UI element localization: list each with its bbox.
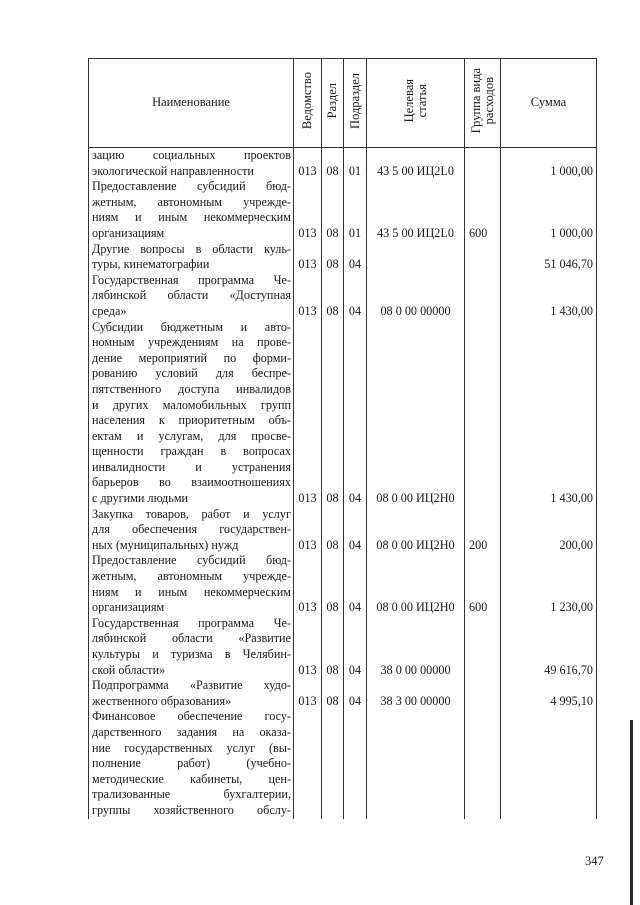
header-name: Наименование (89, 59, 294, 148)
row-name-line: инвалидности и устранения (92, 459, 291, 474)
row-celevaya: 08 0 00 ИЦ2Н0 (367, 553, 465, 615)
table-header-row (89, 59, 597, 148)
row-name-line: ниям и иным некоммерческим (92, 584, 291, 599)
row-name-line: полнение работ) (учебно- (92, 756, 291, 771)
row-summa: 1 000,00 (501, 148, 597, 180)
row-podrazdel: 04 (344, 273, 367, 320)
table-row (89, 320, 597, 507)
row-gruppa (465, 616, 501, 678)
row-name-line: с другими людьми (92, 491, 189, 506)
row-razdel (322, 709, 344, 818)
row-name-line: щенности граждан в вопросах (92, 444, 291, 459)
header-celevaya-label: Целевая статья (401, 79, 429, 123)
row-gruppa (465, 148, 501, 180)
table-row (89, 242, 597, 273)
row-summa: 51 046,70 (501, 242, 597, 273)
header-vedomstvo-label: Ведомство (300, 72, 314, 130)
row-gruppa (465, 709, 501, 818)
table-row (89, 678, 597, 709)
table-row (89, 553, 597, 615)
row-name-line: ской области» (92, 662, 166, 677)
header-vedomstvo (294, 59, 322, 148)
row-podrazdel: 01 (344, 148, 367, 180)
row-podrazdel: 04 (344, 507, 367, 554)
row-gruppa: 600 (465, 553, 501, 615)
row-razdel: 08 (322, 242, 344, 273)
row-vedomstvo: 013 (294, 179, 322, 241)
row-summa: 1 430,00 (501, 320, 597, 507)
row-name-line: барьеров во взаимоотношениях (92, 475, 291, 490)
row-name (89, 273, 294, 320)
table-row (89, 507, 597, 554)
row-razdel: 08 (322, 148, 344, 180)
row-celevaya (367, 242, 465, 273)
header-podrazdel-label: Подраздел (347, 72, 362, 129)
row-name-line: и других маломобильных групп (92, 397, 291, 412)
row-name-line: ных (муниципальных) нужд (92, 537, 239, 552)
row-vedomstvo: 013 (294, 148, 322, 180)
table-row (89, 148, 597, 180)
row-gruppa (465, 678, 501, 709)
row-gruppa: 200 (465, 507, 501, 554)
row-summa: 200,00 (501, 507, 597, 554)
header-podrazdel (344, 59, 367, 148)
row-name-line: населения к приоритетным объ- (92, 413, 291, 428)
row-name-line: пятственного доступа инвалидов (92, 381, 291, 396)
row-podrazdel: 04 (344, 678, 367, 709)
header-razdel-label: Раздел (325, 83, 339, 119)
row-name-line: группы хозяйственного обслу- (92, 802, 291, 817)
row-name-line: дение мероприятий по форми- (92, 350, 291, 365)
header-gruppa (465, 59, 501, 148)
row-name-line: Государственная программа Че- (92, 615, 291, 630)
row-name-line: лябинской области «Доступная (92, 288, 291, 303)
row-summa: 1 430,00 (501, 273, 597, 320)
row-celevaya: 38 3 00 00000 (367, 678, 465, 709)
header-razdel (322, 59, 344, 148)
row-summa: 1 000,00 (501, 179, 597, 241)
row-celevaya: 08 0 00 ИЦ2Н0 (367, 320, 465, 507)
row-name-line: Субсидии бюджетным и авто- (92, 319, 291, 334)
row-name-line: Закупка товаров, работ и услуг (92, 506, 291, 521)
table-row (89, 273, 597, 320)
row-name-line: организациям (92, 600, 165, 615)
header-gruppa-label: Группа вида расходов (468, 68, 496, 134)
row-name-line: Финансовое обеспечение госу- (92, 709, 291, 724)
table-row (89, 709, 597, 818)
row-name-line: Предоставление субсидий бюд- (92, 553, 291, 568)
row-podrazdel: 04 (344, 616, 367, 678)
row-name (89, 678, 294, 709)
row-name-line: туры, кинематографии (92, 257, 210, 272)
row-podrazdel: 04 (344, 320, 367, 507)
row-summa: 1 230,00 (501, 553, 597, 615)
row-gruppa (465, 273, 501, 320)
row-name-line: организациям (92, 225, 165, 240)
row-name-line: ектам и услугам, для просве- (92, 428, 291, 443)
row-name-line: Государственная программа Че- (92, 272, 291, 287)
row-name (89, 242, 294, 273)
row-name-line: методические кабинеты, цен- (92, 771, 291, 786)
row-name-line: среда» (92, 303, 127, 318)
row-name (89, 320, 294, 507)
row-razdel: 08 (322, 507, 344, 554)
row-vedomstvo: 013 (294, 553, 322, 615)
row-vedomstvo (294, 709, 322, 818)
header-summa: Сумма (501, 59, 597, 148)
row-vedomstvo: 013 (294, 678, 322, 709)
row-name-line: дарственного задания на оказа- (92, 724, 291, 739)
row-name-line: экологической направленности (92, 163, 254, 178)
row-name (89, 553, 294, 615)
row-name (89, 709, 294, 818)
row-celevaya: 43 5 00 ИЦ2L0 (367, 148, 465, 180)
row-name-line: лябинской области «Развитие (92, 631, 291, 646)
row-celevaya: 38 0 00 00000 (367, 616, 465, 678)
row-name-line: Другие вопросы в области куль- (92, 241, 291, 256)
row-celevaya: 43 5 00 ИЦ2L0 (367, 179, 465, 241)
row-vedomstvo: 013 (294, 507, 322, 554)
row-name-line: жественного образования» (92, 693, 232, 708)
row-celevaya: 08 0 00 00000 (367, 273, 465, 320)
row-vedomstvo: 013 (294, 242, 322, 273)
row-vedomstvo: 013 (294, 616, 322, 678)
row-razdel: 08 (322, 616, 344, 678)
row-razdel: 08 (322, 320, 344, 507)
page-number: 347 (585, 854, 604, 868)
row-gruppa (465, 320, 501, 507)
row-summa: 4 995,10 (501, 678, 597, 709)
row-razdel: 08 (322, 678, 344, 709)
row-podrazdel: 04 (344, 553, 367, 615)
row-name-line: зацию социальных проектов (92, 148, 291, 162)
table-row (89, 179, 597, 241)
row-name-line: ниям и иным некоммерческим (92, 210, 291, 225)
table-row (89, 616, 597, 678)
row-razdel: 08 (322, 553, 344, 615)
row-celevaya (367, 709, 465, 818)
row-podrazdel: 04 (344, 242, 367, 273)
row-name-line: рованию условий для беспре- (92, 366, 291, 381)
row-celevaya: 08 0 00 ИЦ2Н0 (367, 507, 465, 554)
row-name (89, 179, 294, 241)
row-podrazdel: 01 (344, 179, 367, 241)
table-body (89, 148, 597, 819)
row-name-line: жетным, автономным учрежде- (92, 569, 291, 584)
row-name (89, 148, 294, 180)
row-gruppa (465, 242, 501, 273)
scan-edge-artifact (630, 720, 633, 905)
row-name-line: культуры и туризма в Челябин- (92, 647, 291, 661)
row-summa (501, 709, 597, 818)
row-name-line: трализованные бухгалтерии, (92, 787, 291, 802)
row-name-line: номным учреждениям на прове- (92, 335, 291, 350)
row-vedomstvo: 013 (294, 273, 322, 320)
row-name-line: для обеспечения государствен- (92, 522, 291, 537)
row-name (89, 507, 294, 554)
row-name-line: ние государственных услуг (вы- (92, 740, 291, 755)
row-name-line: Подпрограмма «Развитие худо- (92, 678, 291, 693)
row-razdel: 08 (322, 179, 344, 241)
row-name-line: жетным, автономным учрежде- (92, 194, 291, 209)
row-razdel: 08 (322, 273, 344, 320)
budget-table (88, 58, 597, 819)
row-podrazdel (344, 709, 367, 818)
row-summa: 49 616,70 (501, 616, 597, 678)
row-name (89, 616, 294, 678)
row-name-line: Предоставление субсидий бюд- (92, 179, 291, 194)
row-vedomstvo: 013 (294, 320, 322, 507)
header-celevaya (367, 59, 465, 148)
row-gruppa: 600 (465, 179, 501, 241)
